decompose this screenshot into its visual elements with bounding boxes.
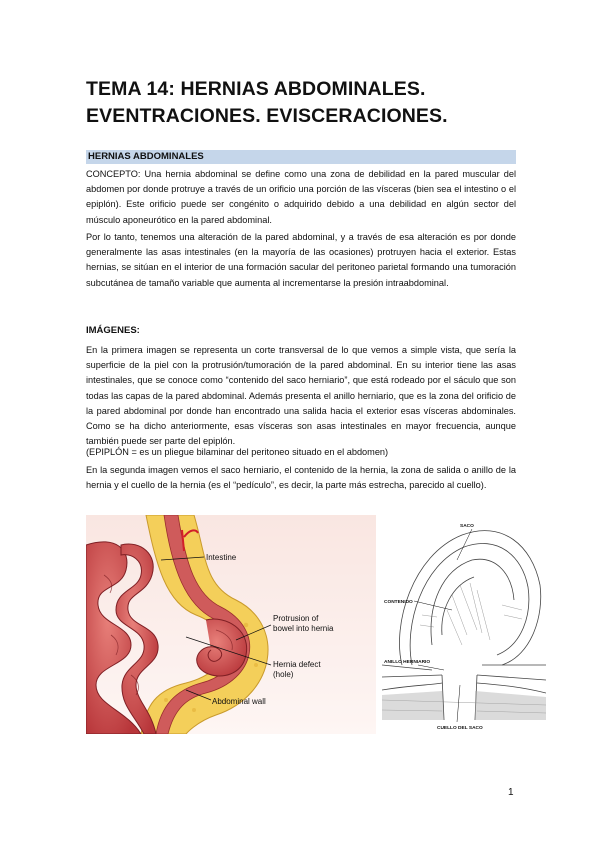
label-protrusion-1: Protrusion of — [273, 614, 319, 623]
imagenes-heading: IMÁGENES: — [86, 325, 140, 336]
label-defect-1: Hernia defect — [273, 660, 321, 669]
label-defect-2: (hole) — [273, 670, 294, 679]
title-line-1: TEMA 14: HERNIAS ABDOMINALES. — [86, 78, 426, 100]
page-number: 1 — [508, 787, 514, 798]
paragraph-primera-imagen: En la primera imagen se representa un corte transversal de lo que vemos a simple vista, que sería la superficie de la piel con la protrusión/tumoración de la pared abdominal. En su interior tiene las asas intestinales, que se conoce como “contenido del saco herniario”, que está rodeado por el sáculo que son todas las capas de la pared abdominal. Además presenta el anillo herniario, que es la zona del orificio de la pared abdominal por donde han encontrado una salida hacia el exterior esas vísceras abdominales. Como se ha dicho anteriormente, esas vísceras son asas intestinales en mayor frecuencia, aunque también puede ser parte del epiplón. — [86, 345, 516, 447]
label-protrusion-2: bowel into hernia — [273, 624, 334, 633]
section-heading-bar — [86, 150, 516, 164]
label-saco: SACO — [460, 524, 474, 529]
title-line-2: EVENTRACIONES. EVISCERACIONES. — [86, 105, 448, 127]
label-abdominal-wall: Abdominal wall — [212, 697, 266, 706]
hernia-cross-section-illustration — [86, 515, 376, 734]
label-contenido: CONTENIDO — [384, 600, 413, 605]
hernia-sac-sketch — [382, 515, 546, 734]
label-intestine: Intestine — [206, 553, 237, 562]
label-anillo: ANILLO HERNIARIO — [384, 660, 431, 665]
page-title — [86, 76, 526, 130]
paragraph-por-lo-tanto: Por lo tanto, tenemos una alteración de la pared abdominal, y a través de esa alteración es por donde generalmente las asas intestinales (en la mayoría de las ocasiones) protruyen hacia el exterior. Estas hernias, se sitúan en el interior de una formación sacular del peritoneo parietal formando una tumoración subcutánea de tamaño variable que aumenta al incrementarse la presión intraabdominal. — [86, 232, 516, 288]
section-heading: HERNIAS ABDOMINALES — [88, 151, 204, 162]
paragraph-epiplon: (EPIPLÓN = es un pliegue bilaminar del peritoneo situado en el abdomen) — [86, 447, 389, 457]
label-cuello: CUELLO DEL SACO — [437, 726, 483, 731]
paragraph-concepto: CONCEPTO: Una hernia abdominal se define como una zona de debilidad en la pared muscular del abdomen por donde protruye a través de un orificio una porción de las vísceras (bien sea el intestino o el epiplón). Este orificio puede ser congénito o adquirido debido a una debilidad en algún sector del músculo aponeurótico en la pared abdominal. — [86, 169, 516, 225]
paragraph-segunda-imagen: En la segunda imagen vemos el saco herniario, el contenido de la hernia, la zona de salida o anillo de la hernia y el cuello de la hernia (es el “pedículo”, es decir, la parte más estrecha, parecido al cuello). — [86, 465, 516, 491]
